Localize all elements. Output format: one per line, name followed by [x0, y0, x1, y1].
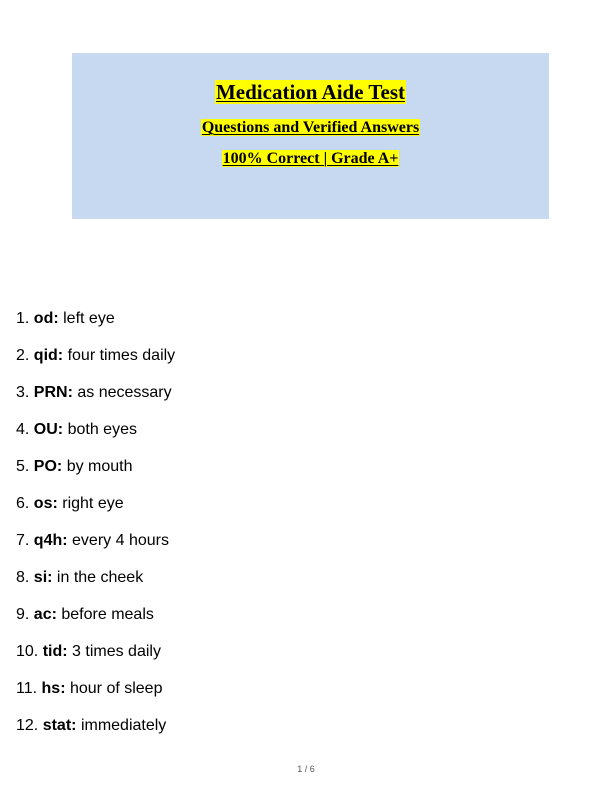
item-number: 8.: [16, 569, 30, 586]
item-definition: hour of sleep: [69, 680, 163, 697]
list-item: [16, 457, 175, 494]
grade-banner: 100% Correct | Grade A+: [222, 150, 399, 167]
list-item: [16, 383, 175, 420]
item-definition: immediately: [80, 717, 167, 734]
item-definition: 3 times daily: [72, 643, 161, 660]
item-term: od:: [33, 310, 59, 327]
item-number: 9.: [16, 606, 30, 623]
document-title: Medication Aide Test: [215, 80, 405, 104]
item-definition: left eye: [63, 310, 115, 327]
list-item: [16, 420, 175, 457]
item-number: 1.: [16, 310, 30, 327]
item-number: 3.: [16, 384, 30, 401]
item-term: q4h:: [33, 532, 68, 549]
item-term: tid:: [42, 643, 68, 660]
list-item: [16, 346, 175, 383]
item-term: ac:: [33, 606, 57, 623]
item-definition: by mouth: [66, 458, 133, 475]
item-term: PO:: [33, 458, 63, 475]
item-definition: both eyes: [67, 421, 137, 438]
item-definition: right eye: [62, 495, 124, 512]
list-item: [16, 531, 175, 568]
item-number: 10.: [16, 643, 39, 660]
item-term: os:: [33, 495, 58, 512]
item-number: 12.: [16, 717, 39, 734]
item-term: PRN:: [33, 384, 73, 401]
list-item: [16, 568, 175, 605]
list-item: [16, 716, 175, 753]
list-item: [16, 605, 175, 642]
page-number: 1 / 6: [297, 764, 315, 774]
item-number: 2.: [16, 347, 30, 364]
list-item: [16, 494, 175, 531]
item-number: 11.: [16, 680, 38, 697]
list-item: [16, 309, 175, 346]
item-number: 6.: [16, 495, 30, 512]
item-definition: four times daily: [67, 347, 176, 364]
item-definition: every 4 hours: [72, 532, 169, 549]
item-term: hs:: [41, 680, 66, 697]
item-definition: before meals: [61, 606, 154, 623]
item-number: 7.: [16, 532, 30, 549]
item-number: 4.: [16, 421, 30, 438]
item-definition: as necessary: [77, 384, 172, 401]
item-term: stat:: [42, 717, 77, 734]
item-term: si:: [33, 569, 53, 586]
qa-list: [16, 309, 175, 753]
document-subtitle: Questions and Verified Answers: [201, 119, 420, 136]
item-definition: in the cheek: [56, 569, 144, 586]
item-term: OU:: [33, 421, 64, 438]
list-item: [16, 679, 175, 716]
item-term: qid:: [33, 347, 64, 364]
header-box: [72, 53, 549, 219]
list-item: [16, 642, 175, 679]
item-number: 5.: [16, 458, 30, 475]
